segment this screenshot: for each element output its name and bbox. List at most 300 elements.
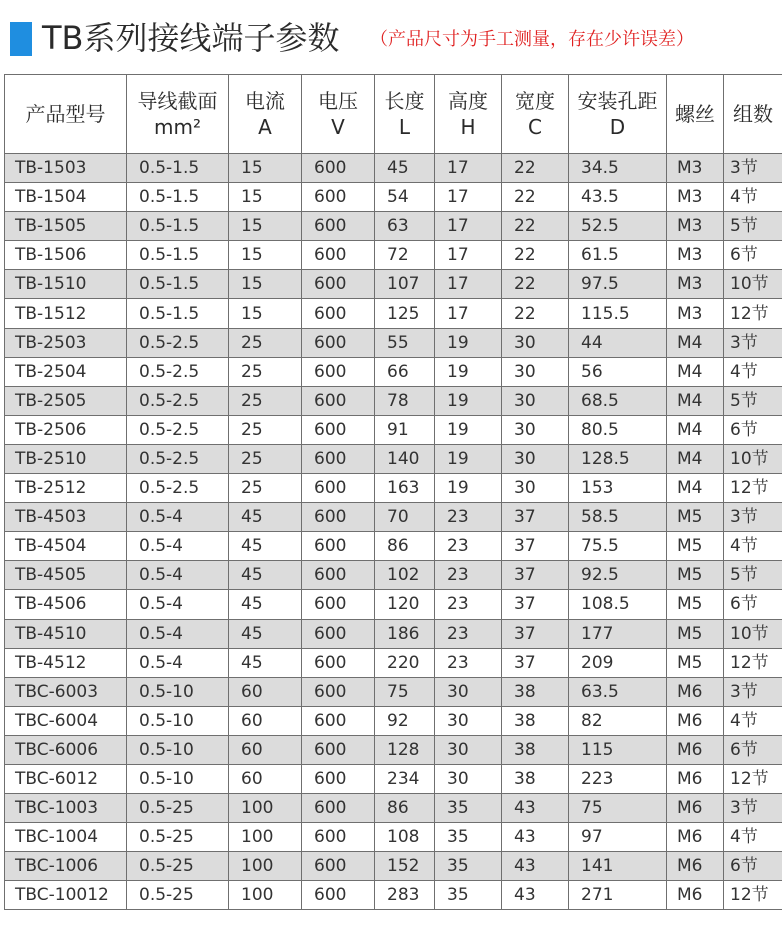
table-cell: 30 — [502, 328, 569, 357]
table-cell: 6节 — [724, 735, 782, 764]
table-cell: 12节 — [724, 299, 782, 328]
table-cell: 12节 — [724, 474, 782, 503]
table-cell: 19 — [435, 328, 502, 357]
table-cell: 600 — [302, 881, 375, 910]
table-cell: 600 — [302, 735, 375, 764]
table-cell: 600 — [302, 706, 375, 735]
table-cell: M5 — [667, 561, 724, 590]
table-cell: 153 — [569, 474, 667, 503]
table-cell: 45 — [229, 561, 302, 590]
column-header-label: 电压 — [318, 89, 358, 113]
table-cell: 5节 — [724, 561, 782, 590]
table-cell: 19 — [435, 415, 502, 444]
column-header — [569, 75, 667, 154]
table-cell: M3 — [667, 241, 724, 270]
table-cell: 4节 — [724, 532, 782, 561]
table-cell: 45 — [229, 532, 302, 561]
table-cell: 4节 — [724, 706, 782, 735]
table-cell: 17 — [435, 212, 502, 241]
table-cell: 5节 — [724, 386, 782, 415]
page-header — [0, 0, 782, 74]
table-cell: 43 — [502, 794, 569, 823]
table-cell: TBC-10012 — [5, 881, 127, 910]
table-cell: 19 — [435, 386, 502, 415]
table-cell: 5节 — [724, 212, 782, 241]
table-cell: 10节 — [724, 270, 782, 299]
table-cell: 6节 — [724, 590, 782, 619]
table-cell: 600 — [302, 852, 375, 881]
table-cell: 75 — [375, 677, 435, 706]
table-cell: M5 — [667, 590, 724, 619]
table-cell: 100 — [229, 823, 302, 852]
table-cell: 108 — [375, 823, 435, 852]
table-cell: 30 — [502, 474, 569, 503]
table-cell: 75.5 — [569, 532, 667, 561]
table-cell: 54 — [375, 183, 435, 212]
table-cell: M4 — [667, 328, 724, 357]
table-cell: TBC-6003 — [5, 677, 127, 706]
table-cell: 283 — [375, 881, 435, 910]
table-cell: 600 — [302, 677, 375, 706]
table-cell: 38 — [502, 706, 569, 735]
table-cell: 600 — [302, 648, 375, 677]
table-cell: 0.5-25 — [127, 881, 229, 910]
table-cell: 3节 — [724, 503, 782, 532]
table-cell: 45 — [229, 503, 302, 532]
table-cell: 30 — [435, 764, 502, 793]
table-cell: 23 — [435, 532, 502, 561]
table-row — [5, 677, 782, 706]
table-cell: 3节 — [724, 328, 782, 357]
column-header-unit: mm² — [154, 115, 201, 139]
table-cell: 38 — [502, 764, 569, 793]
table-cell: 6节 — [724, 241, 782, 270]
table-row — [5, 154, 782, 183]
table-cell: TB-4505 — [5, 561, 127, 590]
table-cell: 600 — [302, 619, 375, 648]
table-cell: 60 — [229, 677, 302, 706]
table-cell: 30 — [502, 386, 569, 415]
table-cell: 35 — [435, 852, 502, 881]
table-cell: M4 — [667, 444, 724, 473]
table-row — [5, 444, 782, 473]
table-cell: 163 — [375, 474, 435, 503]
table-row — [5, 735, 782, 764]
table-cell: 0.5-2.5 — [127, 474, 229, 503]
column-header-unit: C — [528, 115, 542, 139]
table-row — [5, 474, 782, 503]
table-cell: 115.5 — [569, 299, 667, 328]
table-cell: 70 — [375, 503, 435, 532]
table-header-row — [5, 75, 782, 154]
table-cell: 35 — [435, 794, 502, 823]
table-cell: TB-2503 — [5, 328, 127, 357]
table-cell: 15 — [229, 183, 302, 212]
table-cell: 60 — [229, 735, 302, 764]
table-cell: 86 — [375, 794, 435, 823]
table-cell: 4节 — [724, 823, 782, 852]
measurement-note: （产品尺寸为手工测量，存在少许误差） — [370, 29, 694, 50]
table-cell: 30 — [502, 415, 569, 444]
column-header-label: 产品型号 — [25, 102, 106, 126]
table-cell: 52.5 — [569, 212, 667, 241]
table-cell: M6 — [667, 706, 724, 735]
table-cell: 37 — [502, 561, 569, 590]
table-cell: 30 — [435, 706, 502, 735]
table-cell: 23 — [435, 503, 502, 532]
table-cell: 12节 — [724, 764, 782, 793]
table-cell: TB-1510 — [5, 270, 127, 299]
column-header-unit: H — [460, 115, 476, 139]
table-cell: 6节 — [724, 852, 782, 881]
column-header — [435, 75, 502, 154]
table-cell: 220 — [375, 648, 435, 677]
table-cell: 22 — [502, 299, 569, 328]
table-cell: 45 — [229, 619, 302, 648]
table-cell: 107 — [375, 270, 435, 299]
column-header — [229, 75, 302, 154]
table-cell: M6 — [667, 881, 724, 910]
table-cell: 22 — [502, 154, 569, 183]
table-cell: 25 — [229, 444, 302, 473]
table-cell: 43 — [502, 881, 569, 910]
table-cell: TBC-1006 — [5, 852, 127, 881]
table-row — [5, 503, 782, 532]
table-cell: 0.5-10 — [127, 706, 229, 735]
table-cell: 12节 — [724, 648, 782, 677]
table-cell: 37 — [502, 590, 569, 619]
table-cell: 140 — [375, 444, 435, 473]
column-header-unit: A — [258, 115, 272, 139]
table-cell: 25 — [229, 474, 302, 503]
column-header-label: 导线截面 — [137, 89, 218, 113]
table-cell: M3 — [667, 299, 724, 328]
table-cell: TB-1505 — [5, 212, 127, 241]
table-cell: M6 — [667, 677, 724, 706]
table-cell: 0.5-4 — [127, 561, 229, 590]
table-row — [5, 183, 782, 212]
table-cell: 102 — [375, 561, 435, 590]
table-cell: 30 — [502, 444, 569, 473]
column-header — [375, 75, 435, 154]
table-cell: M6 — [667, 735, 724, 764]
table-cell: 0.5-10 — [127, 764, 229, 793]
table-cell: 600 — [302, 183, 375, 212]
table-row — [5, 706, 782, 735]
table-cell: 128.5 — [569, 444, 667, 473]
table-cell: 23 — [435, 619, 502, 648]
table-cell: 38 — [502, 677, 569, 706]
table-cell: 600 — [302, 386, 375, 415]
table-row — [5, 590, 782, 619]
page-title: TB系列接线端子参数 — [42, 19, 340, 57]
table-cell: 60 — [229, 706, 302, 735]
table-cell: M3 — [667, 154, 724, 183]
table-cell: 35 — [435, 823, 502, 852]
table-cell: 15 — [229, 241, 302, 270]
table-cell: 0.5-25 — [127, 794, 229, 823]
table-cell: 55 — [375, 328, 435, 357]
table-cell: 0.5-1.5 — [127, 241, 229, 270]
table-cell: 17 — [435, 270, 502, 299]
table-cell: 0.5-4 — [127, 532, 229, 561]
table-row — [5, 561, 782, 590]
table-cell: 600 — [302, 241, 375, 270]
table-cell: M5 — [667, 648, 724, 677]
table-cell: 23 — [435, 648, 502, 677]
table-cell: TB-1506 — [5, 241, 127, 270]
table-cell: 60 — [229, 764, 302, 793]
table-cell: 30 — [435, 735, 502, 764]
table-cell: TBC-1004 — [5, 823, 127, 852]
table-row — [5, 415, 782, 444]
table-row — [5, 328, 782, 357]
table-cell: 30 — [502, 357, 569, 386]
table-cell: 0.5-10 — [127, 677, 229, 706]
table-cell: 600 — [302, 328, 375, 357]
table-cell: 0.5-1.5 — [127, 212, 229, 241]
table-cell: 92 — [375, 706, 435, 735]
column-header — [724, 75, 782, 154]
table-row — [5, 299, 782, 328]
table-cell: 0.5-4 — [127, 619, 229, 648]
table-cell: 128 — [375, 735, 435, 764]
table-cell: 43.5 — [569, 183, 667, 212]
table-cell: 3节 — [724, 154, 782, 183]
table-cell: 15 — [229, 270, 302, 299]
table-cell: 0.5-1.5 — [127, 183, 229, 212]
table-cell: TBC-1003 — [5, 794, 127, 823]
table-cell: 600 — [302, 299, 375, 328]
table-cell: 120 — [375, 590, 435, 619]
table-cell: 45 — [229, 648, 302, 677]
table-cell: 0.5-4 — [127, 503, 229, 532]
column-header-label: 长度 — [384, 89, 425, 113]
table-cell: 25 — [229, 357, 302, 386]
table-row — [5, 386, 782, 415]
table-cell: 141 — [569, 852, 667, 881]
table-cell: TB-2510 — [5, 444, 127, 473]
table-cell: TB-2512 — [5, 474, 127, 503]
table-cell: 600 — [302, 764, 375, 793]
table-cell: M6 — [667, 794, 724, 823]
table-row — [5, 212, 782, 241]
table-row — [5, 357, 782, 386]
table-cell: 600 — [302, 154, 375, 183]
table-cell: M3 — [667, 183, 724, 212]
table-cell: 30 — [435, 677, 502, 706]
table-cell: TB-1512 — [5, 299, 127, 328]
column-header-unit: L — [398, 115, 411, 139]
table-cell: 223 — [569, 764, 667, 793]
table-cell: 19 — [435, 474, 502, 503]
table-cell: 0.5-4 — [127, 590, 229, 619]
table-row — [5, 241, 782, 270]
table-cell: M4 — [667, 357, 724, 386]
table-cell: 100 — [229, 794, 302, 823]
table-cell: 186 — [375, 619, 435, 648]
table-cell: 17 — [435, 183, 502, 212]
table-cell: 82 — [569, 706, 667, 735]
table-cell: 58.5 — [569, 503, 667, 532]
table-cell: 125 — [375, 299, 435, 328]
table-cell: M5 — [667, 619, 724, 648]
table-cell: 600 — [302, 444, 375, 473]
table-cell: TB-1504 — [5, 183, 127, 212]
table-cell: 56 — [569, 357, 667, 386]
table-cell: TBC-6012 — [5, 764, 127, 793]
table-cell: 22 — [502, 241, 569, 270]
column-header — [127, 75, 229, 154]
table-cell: 97.5 — [569, 270, 667, 299]
table-cell: 209 — [569, 648, 667, 677]
table-row — [5, 619, 782, 648]
table-cell: 600 — [302, 823, 375, 852]
table-cell: 25 — [229, 415, 302, 444]
table-row — [5, 852, 782, 881]
table-row — [5, 532, 782, 561]
column-header-label: 安装孔距 — [577, 89, 658, 113]
table-cell: 43 — [502, 852, 569, 881]
table-cell: 17 — [435, 154, 502, 183]
table-cell: 600 — [302, 415, 375, 444]
table-row — [5, 270, 782, 299]
table-cell: 37 — [502, 503, 569, 532]
table-cell: 15 — [229, 212, 302, 241]
column-header-label: 高度 — [448, 89, 488, 113]
table-cell: 4节 — [724, 183, 782, 212]
table-cell: 38 — [502, 735, 569, 764]
table-cell: TB-1503 — [5, 154, 127, 183]
table-cell: 600 — [302, 503, 375, 532]
table-cell: 23 — [435, 590, 502, 619]
column-header-label: 宽度 — [515, 89, 555, 113]
table-cell: TB-4504 — [5, 532, 127, 561]
table-cell: 10节 — [724, 619, 782, 648]
table-cell: 3节 — [724, 794, 782, 823]
table-cell: M3 — [667, 270, 724, 299]
table-cell: M5 — [667, 503, 724, 532]
column-header — [5, 75, 127, 154]
table-cell: 100 — [229, 852, 302, 881]
table-cell: 234 — [375, 764, 435, 793]
table-cell: 97 — [569, 823, 667, 852]
table-cell: 17 — [435, 241, 502, 270]
table-cell: 78 — [375, 386, 435, 415]
table-cell: 152 — [375, 852, 435, 881]
table-cell: 61.5 — [569, 241, 667, 270]
table-cell: 0.5-2.5 — [127, 444, 229, 473]
table-cell: 44 — [569, 328, 667, 357]
table-cell: 75 — [569, 794, 667, 823]
table-cell: 3节 — [724, 677, 782, 706]
table-cell: 600 — [302, 561, 375, 590]
table-cell: M4 — [667, 415, 724, 444]
table-cell: 72 — [375, 241, 435, 270]
table-cell: 63.5 — [569, 677, 667, 706]
table-cell: 0.5-1.5 — [127, 154, 229, 183]
table-cell: 34.5 — [569, 154, 667, 183]
table-cell: 108.5 — [569, 590, 667, 619]
table-cell: 0.5-10 — [127, 735, 229, 764]
table-body — [5, 154, 782, 910]
table-row — [5, 823, 782, 852]
table-cell: 600 — [302, 794, 375, 823]
table-cell: TBC-6006 — [5, 735, 127, 764]
table-cell: 68.5 — [569, 386, 667, 415]
spec-table — [4, 74, 782, 910]
table-cell: M6 — [667, 852, 724, 881]
table-cell: 0.5-2.5 — [127, 328, 229, 357]
table-cell: 22 — [502, 270, 569, 299]
table-cell: 10节 — [724, 444, 782, 473]
column-header-label: 电流 — [245, 89, 285, 113]
table-cell: 0.5-2.5 — [127, 357, 229, 386]
table-cell: 271 — [569, 881, 667, 910]
table-cell: 600 — [302, 590, 375, 619]
table-cell: 0.5-4 — [127, 648, 229, 677]
table-row — [5, 764, 782, 793]
column-header — [667, 75, 724, 154]
table-cell: 600 — [302, 532, 375, 561]
table-cell: 177 — [569, 619, 667, 648]
table-cell: TB-4512 — [5, 648, 127, 677]
column-header-unit: D — [609, 115, 626, 139]
table-cell: 92.5 — [569, 561, 667, 590]
table-cell: 80.5 — [569, 415, 667, 444]
table-cell: 43 — [502, 823, 569, 852]
table-cell: 600 — [302, 357, 375, 386]
table-cell: 19 — [435, 444, 502, 473]
column-header — [502, 75, 569, 154]
table-cell: 15 — [229, 154, 302, 183]
table-cell: TBC-6004 — [5, 706, 127, 735]
table-cell: 19 — [435, 357, 502, 386]
table-cell: TB-2504 — [5, 357, 127, 386]
table-cell: M5 — [667, 532, 724, 561]
table-cell: M4 — [667, 474, 724, 503]
table-cell: TB-4510 — [5, 619, 127, 648]
table-cell: TB-4506 — [5, 590, 127, 619]
table-cell: 37 — [502, 648, 569, 677]
table-row — [5, 648, 782, 677]
table-cell: 0.5-25 — [127, 852, 229, 881]
table-cell: 17 — [435, 299, 502, 328]
table-cell: 45 — [375, 154, 435, 183]
table-cell: 0.5-1.5 — [127, 270, 229, 299]
table-cell: 12节 — [724, 881, 782, 910]
table-row — [5, 794, 782, 823]
table-cell: TB-2505 — [5, 386, 127, 415]
table-cell: M3 — [667, 212, 724, 241]
table-cell: 66 — [375, 357, 435, 386]
accent-bar — [10, 22, 32, 56]
table-cell: 86 — [375, 532, 435, 561]
table-cell: 0.5-1.5 — [127, 299, 229, 328]
table-cell: 0.5-2.5 — [127, 415, 229, 444]
table-cell: 600 — [302, 474, 375, 503]
column-header-label: 螺丝 — [675, 102, 715, 126]
column-header-unit: V — [331, 115, 345, 139]
table-cell: 0.5-25 — [127, 823, 229, 852]
table-cell: 22 — [502, 183, 569, 212]
table-cell: 4节 — [724, 357, 782, 386]
table-cell: M6 — [667, 764, 724, 793]
table-cell: 600 — [302, 270, 375, 299]
table-cell: 0.5-2.5 — [127, 386, 229, 415]
table-cell: 23 — [435, 561, 502, 590]
table-cell: 45 — [229, 590, 302, 619]
